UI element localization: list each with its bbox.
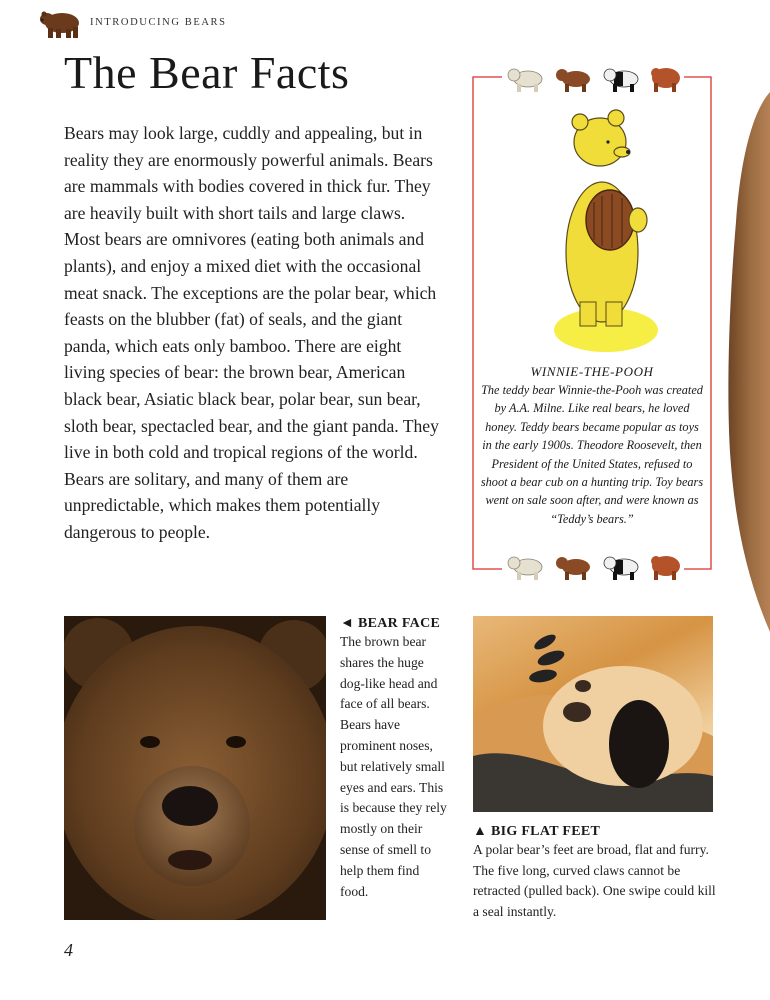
brown-bear-icon	[556, 69, 590, 92]
flat-feet-text: A polar bear’s feet are broad, flat and furry. The five long, curved claws cannot be retracted (pulled back). One swipe could kill a seal instantly.	[473, 842, 716, 919]
bear-strip-top	[502, 64, 684, 94]
sidebar-caption	[480, 364, 704, 528]
bear-face-title: ◄ BEAR FACE	[340, 616, 441, 631]
main-body-text: Bears may look large, cuddly and appealing, but in reality they are enormously powerful animals. Bears are mammals with bodies covered in thick fur. They are heavily built with short tails and large claws. Most bears are omnivores (eating both animals and plants), and enjoy a mixed diet with the occasional meat snack. The exceptions are the polar bear, which feasts on the blubber (fat) of seals, and the giant panda, which eats only bamboo. There are eight living species of bear: the brown bear, American black bear, Asiatic black bear, polar bear, sun bear, sloth bear, spectacled bear, and the giant panda. They live in both cold and tropical regions of the world. Bears are solitary, and many of them are unpredictable, which makes them potentially dangerous to people.	[64, 123, 439, 542]
sidebar-title: WINNIE-THE-POOH	[530, 364, 654, 379]
brown-bear-side-photo	[722, 92, 770, 632]
sidebar-text: The teddy bear Winnie-the-Pooh was created by A.A. Milne. Like real bears, he loved honey. Teddy bears became popular as toys in the early 1900s. Theodore Roosevelt, then President of the United States, refused to shoot a bear cub on a hunting trip. Toy bears went on sale soon after, and were known as “Teddy’s bears.”	[480, 383, 704, 526]
polar-bear-feet-photo	[473, 616, 713, 812]
polar-bear-icon	[508, 69, 542, 92]
flat-feet-title: ▲ BIG FLAT FEET	[473, 824, 601, 839]
winnie-the-pooh-illustration	[550, 102, 660, 352]
section-label: INTRODUCING BEARS	[90, 17, 227, 28]
bear-face-photo	[64, 616, 326, 920]
bear-strip-bottom	[502, 552, 684, 582]
page-number: 4	[64, 940, 73, 960]
bear-face-caption	[340, 616, 450, 902]
bear-face-text: The brown bear shares the huge dog-like head and face of all bears. Bears have prominent noses, but relatively small eyes and ears. This is because they rely mostly on their sense of smell to help them find food.	[340, 634, 447, 899]
panda-icon	[604, 69, 638, 92]
page-title: The Bear Facts	[64, 47, 350, 98]
red-bear-icon	[651, 68, 680, 92]
bear-icon	[38, 6, 84, 40]
winnie-the-pooh-sidebar	[472, 76, 712, 570]
flat-feet-caption	[473, 824, 723, 922]
